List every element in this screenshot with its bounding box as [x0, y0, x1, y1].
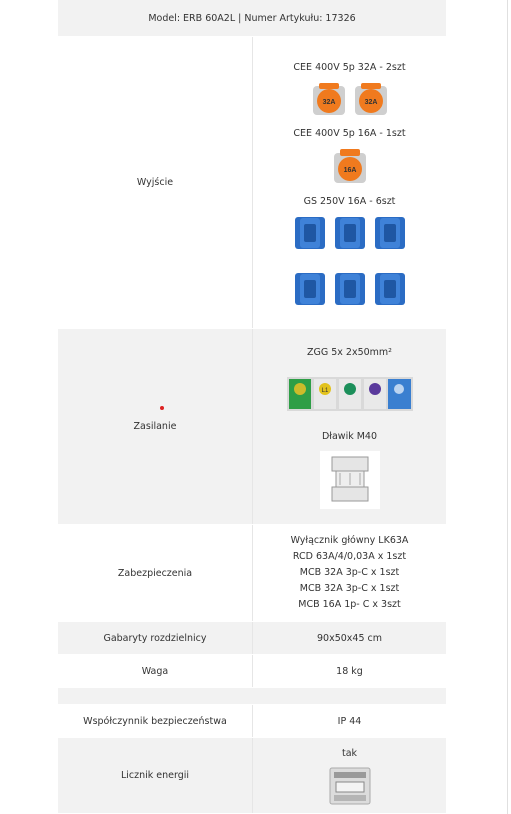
outputs-label: Wyjście [58, 37, 253, 328]
cee16-sockets [333, 148, 367, 184]
terminal-title: ZGG 5x 2x50mm² [306, 346, 392, 358]
dimensions-label: Gabaryty rozdzielnicy [58, 622, 253, 654]
dimensions-value: 90x50x45 cm [253, 622, 446, 654]
gs-title: GS 250V 16A - 6szt [303, 195, 396, 207]
schuko-socket-icon [374, 216, 406, 250]
weight-label: Waga [58, 655, 253, 687]
protection-label: Zabezpieczenia [58, 525, 253, 621]
protection-item: RCD 63A/4/0,03A x 1szt [292, 551, 407, 562]
power-row [58, 329, 446, 525]
schuko-socket-icon [294, 216, 326, 250]
svg-text:32A: 32A [322, 98, 335, 106]
svg-text:L1: L1 [321, 387, 328, 394]
gs-sockets-row-1 [294, 216, 406, 250]
cable-gland-icon [320, 451, 380, 509]
protection-item: MCB 32A 3p-C x 1szt [299, 567, 400, 578]
protection-item: MCB 32A 3p-C x 1szt [299, 583, 400, 594]
cee-32a-socket-icon [354, 82, 388, 116]
weight-value: 18 kg [253, 655, 446, 687]
protection-item: MCB 16A 1p- C x 3szt [298, 599, 401, 610]
header-row [58, 0, 446, 37]
dimensions-row [58, 622, 446, 655]
meter-value [253, 738, 446, 813]
svg-text:32A: 32A [364, 98, 377, 106]
schuko-socket-icon [374, 272, 406, 306]
outputs-row [58, 37, 446, 329]
cee16-title: CEE 400V 5p 16A - 1szt [293, 127, 406, 139]
protection-row [58, 525, 446, 622]
schuko-socket-icon [334, 272, 366, 306]
gs-sockets-row-2 [294, 272, 406, 306]
weight-row [58, 655, 446, 688]
protection-item: Wyłącznik główny LK63A [290, 535, 409, 546]
terminal-block-icon [287, 369, 413, 415]
meter-value-text: tak [341, 747, 358, 759]
schuko-socket-icon [334, 216, 366, 250]
svg-text:16A: 16A [343, 166, 356, 174]
spacer-row [58, 688, 446, 705]
spec-table [58, 0, 446, 814]
meter-row [58, 738, 446, 814]
protection-value [253, 525, 446, 621]
cee32-sockets [312, 82, 388, 116]
spacer-cell [253, 688, 446, 704]
red-dot-marker [160, 406, 164, 410]
gland-title: Dławik M40 [321, 430, 378, 442]
power-label: Zasilanie [58, 329, 253, 524]
ip-row [58, 705, 446, 738]
ip-label: Współczynnik bezpieczeństwa [58, 705, 253, 737]
outputs-value [253, 37, 446, 328]
schuko-socket-icon [294, 272, 326, 306]
energy-meter-icon [328, 766, 372, 806]
scrollbar-track[interactable] [507, 0, 508, 814]
cee-32a-socket-icon [312, 82, 346, 116]
power-value [253, 329, 446, 524]
meter-label: Licznik energii [58, 738, 253, 813]
cee-16a-socket-icon [333, 148, 367, 184]
model-header: Model: ERB 60A2L | Numer Artykułu: 17326 [58, 0, 446, 36]
spacer-cell [58, 688, 253, 704]
ip-value: IP 44 [253, 705, 446, 737]
cee32-title: CEE 400V 5p 32A - 2szt [293, 61, 406, 73]
